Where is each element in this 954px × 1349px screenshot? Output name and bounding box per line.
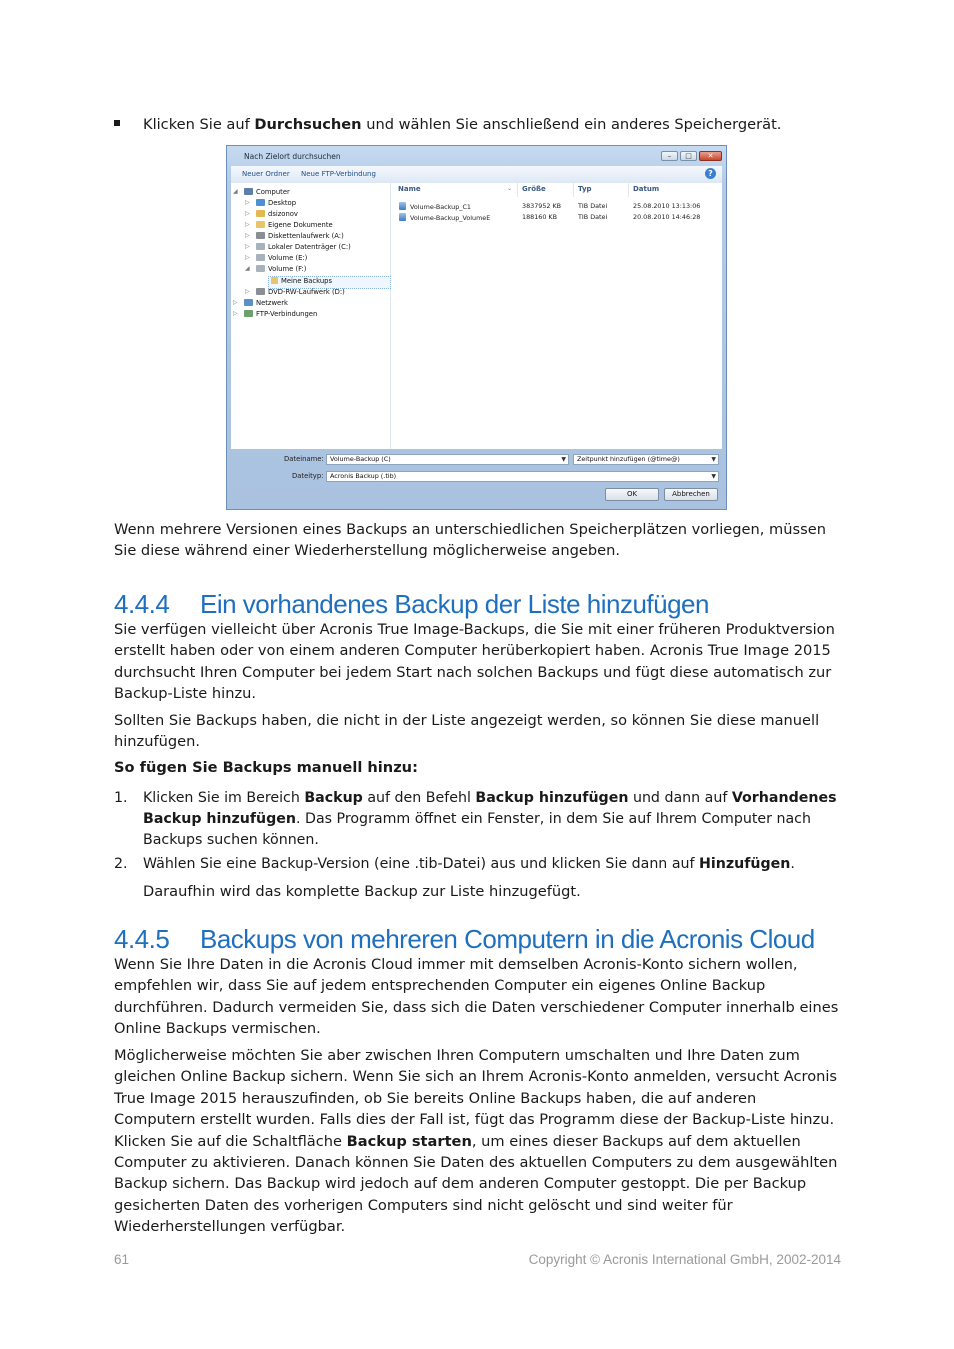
floppy-drive-icon [256, 232, 265, 239]
minimize-button[interactable]: – [661, 151, 678, 161]
maximize-button[interactable]: □ [680, 151, 697, 161]
timestamp-select[interactable]: Zeitpunkt hinzufügen (@time@) ▼ [573, 454, 719, 465]
hard-drive-icon [256, 265, 265, 272]
dialog-toolbar [231, 166, 722, 184]
ftp-icon [244, 310, 253, 317]
file-row-date: 25.08.2010 13:13:06 [633, 202, 701, 210]
file-list [391, 183, 722, 449]
expand-arrow-icon[interactable]: ◢ [245, 265, 250, 272]
dialog-title: Nach Zielort durchsuchen [244, 152, 341, 161]
step-2: 2. Wählen Sie eine Backup-Version (eine .tib-Datei) aus und klicken Sie dann auf Hinzufügen. [114, 854, 842, 875]
paragraph: Sie verfügen vielleicht über Acronis True Image-Backups, die Sie mit einer früheren Produktversion erstellt haben oder von einem anderen Computer herüberkopiert haben. Acronis True Image 2015 durchsucht Ihren Computer bei jedem Start nach solchen Backups und fügt diese automatisch zur Backup-Liste hinzu. [114, 621, 835, 703]
step-1: 1. Klicken Sie im Bereich Backup auf den Befehl Backup hinzufügen und dann auf Vorhandenes Backup hinzufügen. Das Programm öffnet ein Fenster, in dem Sie auf Ihrem Computer nach Backups suchen können. [114, 788, 842, 850]
backup-file-icon [399, 213, 406, 221]
column-divider [628, 183, 629, 197]
tree-item-documents[interactable]: ▷ Eigene Dokumente [245, 221, 333, 229]
step-note: Daraufhin wird das komplette Backup zur Liste hinzugefügt. [143, 883, 581, 900]
new-folder-button[interactable]: Neuer Ordner [242, 170, 290, 178]
expand-arrow-icon[interactable]: ▷ [245, 254, 250, 261]
filename-input[interactable]: Volume-Backup (C) ▼ [326, 454, 569, 465]
expand-arrow-icon[interactable]: ▷ [245, 232, 250, 239]
folder-icon [271, 277, 278, 284]
ok-button[interactable]: OK [605, 488, 659, 501]
column-divider [517, 183, 518, 197]
close-button[interactable]: ✕ [699, 151, 722, 161]
file-row-date: 20.08.2010 14:46:28 [633, 213, 701, 221]
tree-item-drive-c[interactable]: ▷ Lokaler Datenträger (C:) [245, 243, 351, 251]
column-header-name[interactable]: Name [398, 185, 421, 193]
column-header-size[interactable]: Größe [522, 185, 546, 193]
filetype-select[interactable]: Acronis Backup (.tib) ▼ [326, 471, 719, 482]
dvd-drive-icon [256, 288, 265, 295]
dropdown-arrow-icon[interactable]: ▼ [561, 456, 566, 463]
column-divider [573, 183, 574, 197]
file-row-type: TIB Datei [578, 213, 608, 221]
expand-arrow-icon[interactable]: ▷ [245, 210, 250, 217]
network-icon [244, 299, 253, 306]
tree-item-drive-e[interactable]: ▷ Volume (E:) [245, 254, 308, 262]
expand-arrow-icon[interactable]: ▷ [245, 221, 250, 228]
folder-tree [231, 183, 391, 449]
tree-item-computer[interactable]: ◢ Computer [233, 188, 290, 196]
documents-folder-icon [256, 221, 265, 228]
desktop-icon [256, 199, 265, 206]
tree-item-drive-f[interactable]: ◢ Volume (F:) [245, 265, 307, 273]
dropdown-arrow-icon[interactable]: ▼ [711, 456, 716, 463]
step-text: Wählen Sie eine Backup-Version (eine .tib-Datei) aus und klicken Sie dann auf Hinzufügen. [143, 856, 795, 872]
tree-item-user[interactable]: ▷ dsizonov [245, 210, 298, 218]
paragraph: Wenn mehrere Versionen eines Backups an unterschiedlichen Speicherplätzen vorliegen, müssen Sie diese während einer Wiederherstellung möglicherweise angeben. [114, 521, 826, 560]
file-row-size: 188160 KB [522, 213, 558, 221]
dialog-content [231, 183, 722, 449]
column-header-date[interactable]: Datum [633, 185, 660, 193]
tree-item-dvd[interactable]: ▷ DVD-RW-Laufwerk (D:) [245, 288, 345, 296]
copyright: Copyright © Acronis International GmbH, 2002-2014 [528, 1252, 841, 1267]
filename-label: Dateiname: [284, 455, 324, 463]
step-text: Klicken Sie im Bereich Backup auf den Befehl Backup hinzufügen und dann auf Vorhandenes Backup hinzufügen. Das Programm öffnet ein Fenster, in dem Sie auf Ihrem Computer nach Backups suchen können. [143, 790, 837, 848]
file-row-type: TIB Datei [578, 202, 608, 210]
file-row-name[interactable]: Volume-Backup_VolumeE [399, 213, 490, 222]
expand-arrow-icon[interactable]: ▷ [245, 199, 250, 206]
page-number: 61 [114, 1252, 130, 1267]
expand-arrow-icon[interactable]: ▷ [233, 299, 238, 306]
bullet-marker [114, 120, 120, 126]
tree-item-ftp[interactable]: ▷ FTP-Verbindungen [233, 310, 318, 318]
tree-item-my-backups[interactable]: Meine Backups [271, 277, 332, 285]
backup-file-icon [399, 202, 406, 210]
sort-arrow-icon: ⌄ [507, 185, 513, 192]
hard-drive-icon [256, 254, 265, 261]
hard-drive-icon [256, 243, 265, 250]
help-icon[interactable]: ? [705, 168, 716, 179]
procedure-heading: So fügen Sie Backups manuell hinzu: [114, 759, 418, 776]
column-header-type[interactable]: Typ [578, 185, 592, 193]
expand-arrow-icon[interactable]: ▷ [245, 243, 250, 250]
section-heading-4-4-4: 4.4.4 Ein vorhandenes Backup der Liste hinzufügen [114, 589, 709, 619]
file-row-name[interactable]: Volume-Backup_C1 [399, 202, 471, 211]
expand-arrow-icon[interactable]: ▷ [245, 288, 250, 295]
cancel-button[interactable]: Abbrechen [664, 488, 718, 501]
computer-icon [244, 188, 253, 195]
paragraph: Möglicherweise möchten Sie aber zwischen Ihren Computern umschalten und Ihre Daten zum gleichen Online Backup sichern. Wenn Sie sich an Ihrem Acronis-Konto anmelden, versucht Acronis True Image 2015 herauszufinden, ob Sie bereits Online Backups haben, die auf anderen Computern erstellt wurden. Falls dies der Fall ist, fügt das Programm diese der Backup-Liste hinzu. Klicken Sie auf die Schaltfläche Backup starten, um eines dieser Backups auf dem aktuellen Computer zu aktivieren. Danach können Sie Daten des aktuellen Computers zu dem ausgewählten Backup sichern. Das Backup wird jedoch auf dem anderen Computer gestoppt. Die per Backup gesicherten Daten des vorherigen Computers sind nicht gelöscht und sind weiter für Wiederherstellungen verfügbar. [114, 1047, 838, 1236]
section-heading-4-4-5: 4.4.5 Backups von mehreren Computern in die Acronis Cloud [114, 924, 815, 954]
dropdown-arrow-icon[interactable]: ▼ [711, 473, 716, 480]
file-row-size: 3837952 KB [522, 202, 562, 210]
paragraph: Wenn Sie Ihre Daten in die Acronis Cloud immer mit demselben Acronis-Konto sichern wollen, empfehlen wir, dass Sie auf jedem entsprechenden Computer ein eigenes Online Backup durchführen. Dadurch vermeiden Sie, dass sich die Daten verschiedener Computer innerhalb eines Online Backups vermischen. [114, 956, 839, 1038]
tree-item-floppy[interactable]: ▷ Diskettenlaufwerk (A:) [245, 232, 344, 240]
filetype-label: Dateityp: [292, 472, 324, 480]
tree-item-desktop[interactable]: ▷ Desktop [245, 199, 297, 207]
expand-arrow-icon[interactable]: ▷ [233, 310, 238, 317]
bullet-text: Klicken Sie auf Durchsuchen und wählen Sie anschließend ein anderes Speichergerät. [143, 116, 782, 133]
paragraph: Sollten Sie Backups haben, die nicht in der Liste angezeigt werden, so können Sie diese manuell hinzufügen. [114, 712, 820, 751]
tree-item-network[interactable]: ▷ Netzwerk [233, 299, 288, 307]
new-ftp-connection-button[interactable]: Neue FTP-Verbindung [301, 170, 376, 178]
expand-arrow-icon[interactable]: ◢ [233, 188, 238, 195]
user-folder-icon [256, 210, 265, 217]
browse-dialog-screenshot [226, 145, 727, 510]
